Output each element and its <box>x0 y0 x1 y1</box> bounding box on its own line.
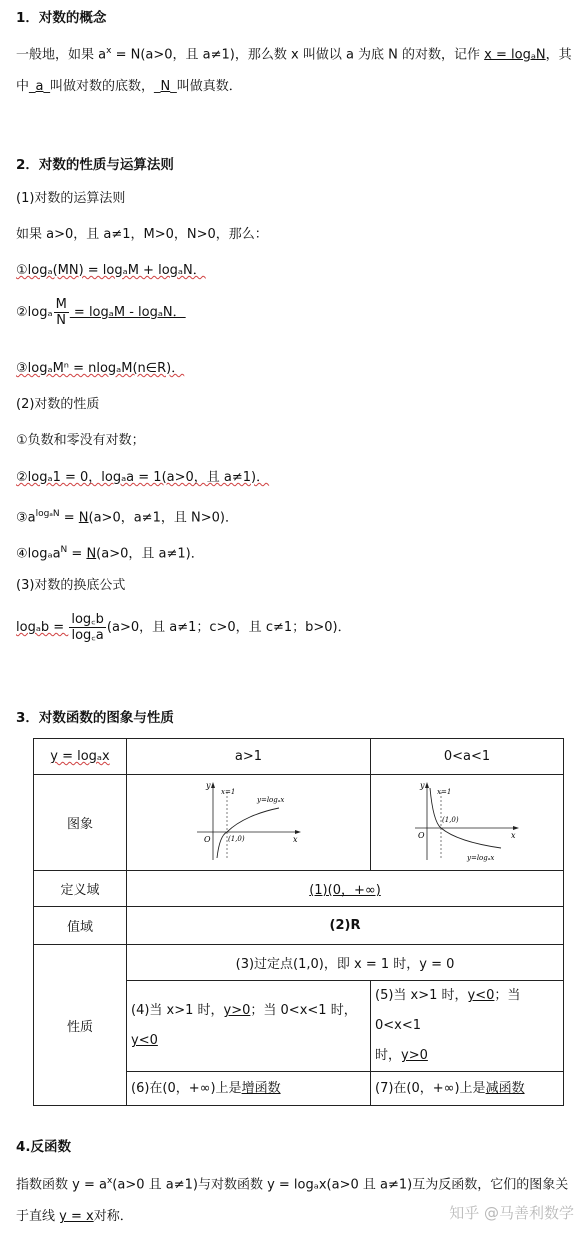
svg-text:x=1: x=1 <box>437 787 452 796</box>
property-monotonic-increasing: (6)在(0，+∞)上是增函数 <box>127 1072 371 1106</box>
property-sign-decreasing: (5)当 x>1 时，y<0；当 0<x<1 时，y>0 <box>371 981 564 1072</box>
range-value: (2)R <box>127 907 564 945</box>
svg-text:O: O <box>203 834 211 844</box>
section-1-title: 1．对数的概念 <box>16 10 107 26</box>
svg-text:(1,0): (1,0) <box>227 834 245 843</box>
section-3-title: 3．对数函数的图象与性质 <box>16 710 174 726</box>
property-sign-increasing: (4)当 x>1 时，y>0；当 0<x<1 时， y<0 <box>127 981 371 1072</box>
property-monotonic-decreasing: (7)在(0，+∞)上是减函数 <box>371 1072 564 1106</box>
header-function: y = logₐx <box>34 739 127 775</box>
row-label-properties: 性质 <box>34 945 127 1106</box>
change-of-base-subtitle: (3)对数的换底公式 <box>16 578 126 593</box>
property-1: ①负数和零没有对数； <box>16 433 145 448</box>
svg-text:y: y <box>205 780 211 790</box>
rule-product: ①logₐ(MN) = logₐM + logₐN． <box>16 263 206 278</box>
svg-text:x: x <box>292 834 298 844</box>
rules-subtitle: (1)对数的运算法则 <box>16 191 126 206</box>
svg-text:x: x <box>511 830 516 840</box>
domain-value: (1)(0，+∞) <box>127 871 564 907</box>
rule-quotient: ②logₐ $\frac{M}{N}$ = logₐM - logₐN． <box>16 297 186 328</box>
rules-condition: 如果 a>0，且 a≠1，M>0，N>0，那么： <box>16 227 268 242</box>
inverse-function-line-2: 于直线 y = x对称． <box>16 1209 133 1224</box>
graph-cell-increasing <box>127 775 371 871</box>
section-2-title: 2．对数的性质与运算法则 <box>16 157 174 173</box>
svg-text:y: y <box>420 780 425 790</box>
row-label-domain: 定义域 <box>34 871 127 907</box>
svg-text:y=logₐx: y=logₐx <box>256 795 284 804</box>
svg-text:O: O <box>418 830 425 840</box>
svg-text:(1,0): (1,0) <box>442 815 459 824</box>
increasing-log-graph <box>193 778 305 864</box>
inverse-function-line-1: 指数函数 $y = a^x(a>0$ 且 a≠1)与对数函数 y = logₐx(a>0 且 a≠1)互为反函数，它们的图象关 <box>16 1176 569 1193</box>
definition-line-2: 中_a_叫做对数的底数，_N_叫做真数． <box>16 79 242 94</box>
property-3: $③a^{log_aN} = N(a>0$，a≠1，且 N>0)． <box>16 509 238 526</box>
graph-cell-decreasing <box>371 775 564 871</box>
property-4: ④logₐa$^N$ = N(a>0，且 a≠1)． <box>16 545 204 562</box>
log-notation: x = logₐN <box>484 47 546 63</box>
header-a-greater-1: a>1 <box>127 739 371 775</box>
decreasing-log-graph <box>411 778 523 864</box>
section-4-title: 4.反函数 <box>16 1139 72 1155</box>
change-of-base-formula: logₐb = $\frac{\log꜀b}{\log꜀a}$ (a>0，且 a≠1；c>0，且 c≠1；b>0)． <box>16 612 351 643</box>
svg-text:y=logₐx: y=logₐx <box>467 853 495 862</box>
property-2: ②logₐ1 = 0，logₐa = 1(a>0，且 a≠1)． <box>16 470 270 485</box>
row-label-graph: 图象 <box>34 775 127 871</box>
header-a-between-0-1: 0<a<1 <box>371 739 564 775</box>
definition-line-1: 一般地，如果 $a^x = N(a>0$，且 a≠1)，那么数 x 叫做以 a 为底 N 的对数，记作 x = logₐN，其 <box>16 46 572 63</box>
properties-subtitle: (2)对数的性质 <box>16 397 100 412</box>
rule-power: ③logₐMⁿ = nlogₐM(n∈R)． <box>16 361 185 376</box>
svg-text:x=1: x=1 <box>220 787 235 796</box>
property-fixed-point: (3)过定点(1,0)，即 x = 1 时，y = 0 <box>127 945 564 981</box>
log-function-table <box>33 738 564 1106</box>
watermark: 知乎 @马善利数学 <box>449 1204 574 1222</box>
row-label-range: 值域 <box>34 907 127 945</box>
